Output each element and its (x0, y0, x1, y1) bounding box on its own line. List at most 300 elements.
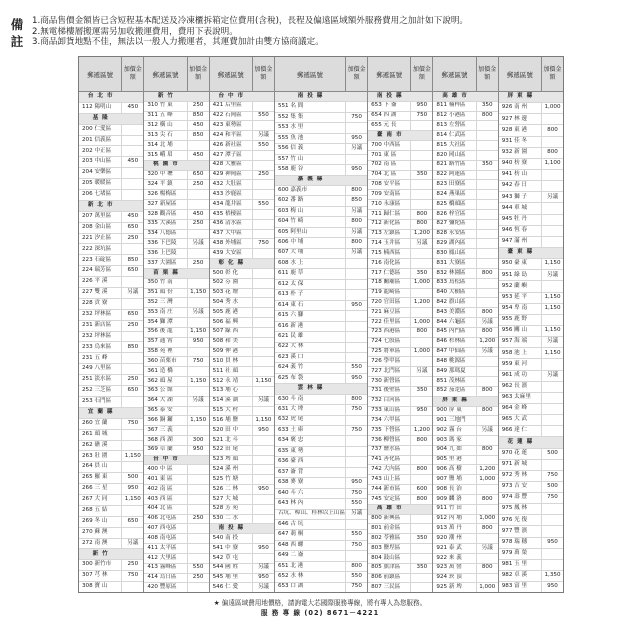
zip-district: 200 仁愛區 (82, 125, 112, 132)
table-row (275, 301, 367, 311)
zip-district: 727 北門區 (371, 367, 401, 374)
zip-district: 908 長 治 (436, 485, 462, 492)
surcharge-amount (410, 475, 432, 484)
table-row (144, 574, 208, 584)
table-row (433, 190, 497, 200)
surcharge-amount (476, 249, 498, 258)
surcharge-amount: 850 (187, 131, 209, 140)
table-row (433, 249, 497, 259)
surcharge-amount (476, 121, 498, 130)
table-row (210, 210, 274, 220)
surcharge-amount: 1,150 (121, 451, 143, 461)
surcharge-amount: 450 (187, 210, 209, 219)
table-row (275, 353, 367, 363)
table-row (275, 363, 367, 373)
table-row (433, 298, 497, 308)
region-header-row (210, 259, 274, 269)
zip-district: 700 中西區 (371, 141, 401, 148)
zip-district: 231 新店區 (82, 321, 112, 328)
zip-district: 632 虎 尾 (277, 416, 304, 423)
table-row (499, 103, 563, 114)
zip-district: 266 三 星 (82, 485, 108, 492)
surcharge-amount (252, 230, 274, 239)
table-row (210, 279, 274, 289)
table-row (79, 223, 143, 234)
surcharge-amount: 250 (187, 102, 209, 111)
surcharge-amount (188, 92, 209, 101)
surcharge-amount (121, 430, 143, 440)
table-row (368, 308, 432, 318)
zip-district: 907 鹽 埔 (436, 475, 462, 482)
surcharge-amount: 800 (476, 407, 498, 416)
table-row (79, 157, 143, 168)
surcharge-amount: 另議 (252, 564, 274, 573)
surcharge-amount (410, 583, 432, 592)
surcharge-amount: 1,000 (410, 318, 432, 327)
table-row (275, 134, 367, 144)
table-row (499, 203, 563, 214)
surcharge-amount (541, 203, 563, 213)
table-row (499, 315, 563, 326)
table-row (368, 141, 432, 151)
table-row (368, 574, 432, 584)
surcharge-amount (121, 353, 143, 363)
surcharge-amount: 950 (410, 407, 432, 416)
table-row (210, 102, 274, 112)
surcharge-amount (345, 280, 367, 289)
table-row (210, 505, 274, 515)
zip-district: 524 溪 州 (212, 466, 239, 473)
surcharge-amount: 950 (345, 374, 367, 383)
surcharge-amount: 800 (541, 125, 563, 135)
surcharge-amount: 500 (541, 449, 563, 459)
table-row (433, 308, 497, 318)
surcharge-amount: 950 (187, 446, 209, 455)
table-row (433, 357, 497, 367)
table-row (144, 554, 208, 564)
zip-district: 436 清水區 (212, 220, 242, 227)
surcharge-amount: 750 (252, 239, 274, 248)
surcharge-amount (541, 315, 563, 325)
zip-district: 251 淡水區 (82, 376, 112, 383)
table-row (144, 495, 208, 505)
footer-note: ★ 偏遠區域費用地價格，請詢電大芯國際服務專線，將有專人為您服務。 (213, 599, 427, 607)
surcharge-amount (345, 311, 367, 320)
surcharge-amount: 350 (476, 161, 498, 170)
table-row (275, 551, 367, 561)
zip-district: 608 水 上 (277, 259, 304, 266)
surcharge-amount (476, 574, 498, 583)
region-name: 臺 東 縣 (507, 249, 534, 256)
table-row (79, 244, 143, 255)
header-fee-label: 加價金額 (543, 66, 562, 81)
zip-district: 364 大 湖 (147, 397, 173, 404)
table-row (499, 270, 563, 281)
surcharge-amount (345, 269, 367, 278)
table-row (433, 200, 497, 210)
table-row (144, 112, 208, 122)
zip-district: 625 布 袋 (277, 374, 304, 381)
table-row (499, 460, 563, 471)
table-row (499, 571, 563, 582)
zip-district: 814 仁武區 (436, 131, 466, 138)
surcharge-amount (542, 437, 563, 447)
zip-district: 614 東 石 (277, 301, 304, 308)
zip-district: 955 鹿 野 (501, 316, 528, 323)
table-row (499, 504, 563, 515)
surcharge-amount (541, 359, 563, 369)
surcharge-amount (252, 367, 274, 376)
table-row (79, 212, 143, 223)
zip-district: 905 里 港 (436, 456, 462, 463)
table-row (79, 364, 143, 375)
surcharge-amount: 600 (410, 485, 432, 494)
surcharge-amount (410, 456, 432, 465)
zip-district: 334 八德區 (147, 230, 177, 237)
table-row (433, 436, 497, 446)
table-row (210, 151, 274, 161)
zip-district: 429 神岡區 (212, 171, 242, 178)
surcharge-amount: 另議 (252, 131, 274, 140)
table-row (368, 239, 432, 249)
region-header-row (499, 92, 563, 103)
zip-district: 424 和平區 (212, 131, 242, 138)
surcharge-amount (476, 436, 498, 445)
region-name: 台 北 市 (87, 93, 114, 100)
table-row (144, 357, 208, 367)
table-row (275, 259, 367, 269)
table-row (144, 141, 208, 151)
zip-district: 232 坪林區 (82, 332, 112, 339)
zip-district: 976 光 復 (501, 516, 528, 523)
surcharge-amount (541, 415, 563, 425)
column-header (433, 57, 497, 92)
table-row (499, 170, 563, 181)
zip-district: 643 林 內 (277, 499, 304, 506)
table-row (210, 446, 274, 456)
table-row (368, 534, 432, 544)
zip-district: 515 大 村 (212, 407, 239, 414)
surcharge-amount: 750 (541, 493, 563, 503)
surcharge-amount: 250 (121, 234, 143, 244)
zip-district: 224 瑞芳區 (82, 267, 112, 274)
surcharge-amount: 800 (345, 186, 367, 195)
table-row (275, 311, 367, 321)
surcharge-amount (541, 549, 563, 559)
table-row (433, 583, 497, 592)
zip-district: 313 尖 石 (147, 131, 173, 138)
zip-district: 525 竹 塘 (212, 475, 239, 482)
header-zip-label: 郵遞區號 (210, 57, 253, 91)
table-row (144, 328, 208, 338)
zip-district: 804 鼓山區 (371, 554, 401, 561)
surcharge-amount: 800 (476, 387, 498, 396)
table-row (210, 367, 274, 377)
zip-district: 439 大安區 (212, 249, 242, 256)
table-row (79, 473, 143, 484)
zip-district: 926 南 州 (501, 104, 528, 111)
zip-district: 711 歸仁區 (371, 210, 401, 217)
table-row (275, 520, 367, 530)
surcharge-amount (541, 504, 563, 514)
zip-district: 721 麻豆區 (371, 308, 401, 315)
zip-district: 978 瑞 穗 (501, 538, 528, 545)
zip-district: 540 南 投 (212, 534, 239, 541)
surcharge-amount (345, 447, 367, 456)
notes-lines (32, 16, 468, 48)
table-row (144, 151, 208, 161)
surcharge-amount (187, 426, 209, 435)
table-row (275, 343, 367, 353)
zip-district: 358 苑 裡 (147, 348, 173, 355)
surcharge-amount (345, 123, 367, 132)
zip-district: 815 大社區 (436, 141, 466, 148)
table-row (210, 534, 274, 544)
table-row (210, 348, 274, 358)
surcharge-amount (541, 560, 563, 570)
zip-district: 351 頭 份 (147, 289, 173, 296)
zip-district: 843 美濃區 (436, 308, 466, 315)
table-row (144, 505, 208, 515)
zip-district: 940 枋 寮 (501, 160, 528, 167)
zip-district: 951 綠 島 (501, 271, 528, 278)
surcharge-amount (187, 505, 209, 514)
zip-district: 507 線 西 (212, 328, 239, 335)
surcharge-amount: 950 (410, 102, 432, 111)
zip-district: 624 義 竹 (277, 364, 304, 371)
zip-district: 981 玉 里 (501, 561, 528, 568)
surcharge-amount: 550 (345, 530, 367, 539)
surcharge-amount (411, 92, 432, 101)
table-row (275, 395, 367, 405)
table-row (499, 304, 563, 315)
surcharge-amount (121, 397, 143, 407)
zip-district: 829 湖內區 (436, 240, 466, 247)
surcharge-amount (252, 446, 274, 455)
zip-district: 833 鳥松區 (436, 279, 466, 286)
table-row (79, 321, 143, 332)
table-row (144, 308, 208, 318)
table-row (368, 515, 432, 525)
table-row (210, 298, 274, 308)
table-row (210, 357, 274, 367)
table-row (144, 318, 208, 328)
table-row (499, 192, 563, 203)
surcharge-amount: 650 (187, 171, 209, 180)
table-row (210, 131, 274, 141)
surcharge-amount (187, 230, 209, 239)
surcharge-amount (541, 181, 563, 191)
table-row (275, 447, 367, 457)
zip-district: 737 鹽水區 (371, 446, 401, 453)
surcharge-amount: 950 (541, 538, 563, 548)
zip-district: 959 東 河 (501, 360, 528, 367)
surcharge-amount: 750 (121, 419, 143, 429)
table-row (210, 171, 274, 181)
table-row (275, 217, 367, 227)
surcharge-amount: 另議 (410, 239, 432, 248)
zip-district: 982 卓 溪 (501, 572, 528, 579)
table-row (499, 148, 563, 159)
zip-district: 902 霧 台 (436, 426, 462, 433)
table-row (368, 151, 432, 161)
header-fee-label: 加價金額 (412, 66, 431, 81)
table-row (368, 495, 432, 505)
surcharge-amount: 1,200 (476, 465, 498, 474)
zip-district: 722 佳里區 (371, 318, 401, 325)
table-row (144, 534, 208, 544)
surcharge-amount (541, 281, 563, 291)
surcharge-amount (476, 200, 498, 209)
zip-district: 977 豐 濱 (501, 527, 528, 534)
zip-district: 825 橋頭區 (436, 200, 466, 207)
surcharge-amount: 另議 (541, 371, 563, 381)
surcharge-amount: 另議 (476, 318, 498, 327)
table-row (499, 337, 563, 348)
table-row (210, 387, 274, 397)
surcharge-amount (345, 468, 367, 477)
surcharge-amount (187, 249, 209, 258)
table-row (368, 426, 432, 436)
table-row (79, 539, 143, 550)
surcharge-amount: 950 (187, 338, 209, 347)
surcharge-amount (476, 220, 498, 229)
zip-district: 900 屏 東 (436, 407, 462, 414)
surcharge-amount: 750 (345, 541, 367, 550)
table-row (144, 524, 208, 534)
zip-district: 526 二 林 (212, 485, 239, 492)
table-row (210, 318, 274, 328)
zip-district: 520 田 中 (212, 426, 239, 433)
surcharge-amount: 250 (187, 574, 209, 583)
zip-district: 611 鹿 草 (277, 270, 304, 277)
zip-district: 821 路竹區 (436, 161, 466, 168)
surcharge-amount: 1,150 (252, 416, 274, 425)
zip-district: 523 埤 頭 (212, 456, 239, 463)
table-row (144, 220, 208, 230)
zip-district: 369 卓 蘭 (147, 446, 173, 453)
zip-district: 438 外埔區 (212, 240, 242, 247)
zip-district: 911 竹 田 (436, 505, 462, 512)
table-row (368, 220, 432, 230)
surcharge-amount (252, 308, 274, 317)
table-row (79, 386, 143, 397)
zip-district: 730 新營區 (371, 377, 401, 384)
table-row (275, 228, 367, 238)
zip-district: 337 大園區 (147, 259, 177, 266)
surcharge-amount: 另議 (345, 510, 367, 519)
table-row (433, 180, 497, 190)
surcharge-amount: 650 (121, 223, 143, 233)
surcharge-amount (188, 269, 209, 278)
table-row (368, 279, 432, 289)
surcharge-amount (541, 215, 563, 225)
region-name: 嘉 義 縣 (297, 176, 324, 183)
zip-district: 964 金 峰 (501, 405, 528, 412)
zip-district: 530 二 水 (212, 515, 239, 522)
surcharge-amount (476, 190, 498, 199)
surcharge-amount: 950 (252, 544, 274, 553)
zip-district: 249 八里區 (82, 365, 112, 372)
header-fee-label: 加價金額 (189, 66, 208, 81)
surcharge-amount (345, 436, 367, 445)
column-header (499, 57, 563, 92)
zip-district: 826 梓官區 (436, 210, 466, 217)
header-fee-label: 加價金額 (254, 66, 273, 81)
surcharge-amount: 另議 (345, 144, 367, 153)
table-row (433, 279, 497, 289)
zip-district: 954 卑 南 (501, 304, 528, 311)
zip-district: 648 西 螺 (277, 541, 304, 548)
surcharge-amount (346, 92, 367, 101)
table-row (79, 255, 143, 266)
zip-district: 923 萬 巒 (436, 564, 462, 571)
region-header-row (368, 505, 432, 515)
surcharge-amount: 1,100 (541, 159, 563, 169)
zip-district: 414 烏日區 (147, 574, 177, 581)
surcharge-amount (410, 121, 432, 130)
table-row (368, 289, 432, 299)
zip-district: 963 太麻里 (501, 394, 531, 401)
header-fee-label: 加價金額 (478, 66, 497, 81)
table-row (79, 190, 143, 201)
region-header-row (499, 437, 563, 448)
table-row (79, 506, 143, 517)
region-name: 新 北 市 (87, 202, 114, 209)
column-header (368, 57, 432, 92)
surcharge-amount (476, 416, 498, 425)
region-name: 南 投 縣 (376, 92, 403, 99)
table-row (499, 404, 563, 415)
zone-column (210, 57, 275, 592)
surcharge-amount (252, 318, 274, 327)
table-row (368, 544, 432, 554)
table-row (210, 456, 274, 466)
surcharge-amount (476, 210, 498, 219)
surcharge-amount: 1,200 (476, 338, 498, 347)
zip-district: 428 大雅區 (212, 161, 242, 168)
table-row (144, 289, 208, 299)
zip-district: 634 褒 忠 (277, 437, 304, 444)
table-row (79, 560, 143, 571)
table-row (210, 112, 274, 122)
surcharge-amount: 650 (121, 386, 143, 396)
surcharge-amount (477, 397, 498, 406)
zip-district: 551 名 間 (277, 103, 304, 110)
surcharge-amount: 950 (252, 426, 274, 435)
table-row (144, 259, 208, 269)
table-row (79, 332, 143, 343)
zip-district: 849 那瑪夏 (436, 367, 466, 374)
surcharge-amount (346, 384, 367, 393)
surcharge-amount (122, 201, 143, 211)
surcharge-amount (122, 114, 143, 124)
zip-district: 724 七股區 (371, 338, 401, 345)
region-name: 基 隆 (92, 114, 109, 121)
zip-district: 527 大 城 (212, 495, 239, 502)
surcharge-amount (187, 524, 209, 533)
zip-district: 807 三民區 (371, 584, 401, 591)
surcharge-amount: 350 (476, 102, 498, 111)
region-header-row (210, 92, 274, 102)
region-name: 高 雄 市 (442, 92, 468, 99)
zip-district: 509 伸 港 (212, 348, 239, 355)
table-row (433, 102, 497, 112)
region-name: 新 竹 (92, 550, 109, 557)
surcharge-amount (252, 161, 274, 170)
zip-district: 637 崙 背 (277, 468, 304, 475)
zip-district: 603 梅 山 (277, 207, 304, 214)
